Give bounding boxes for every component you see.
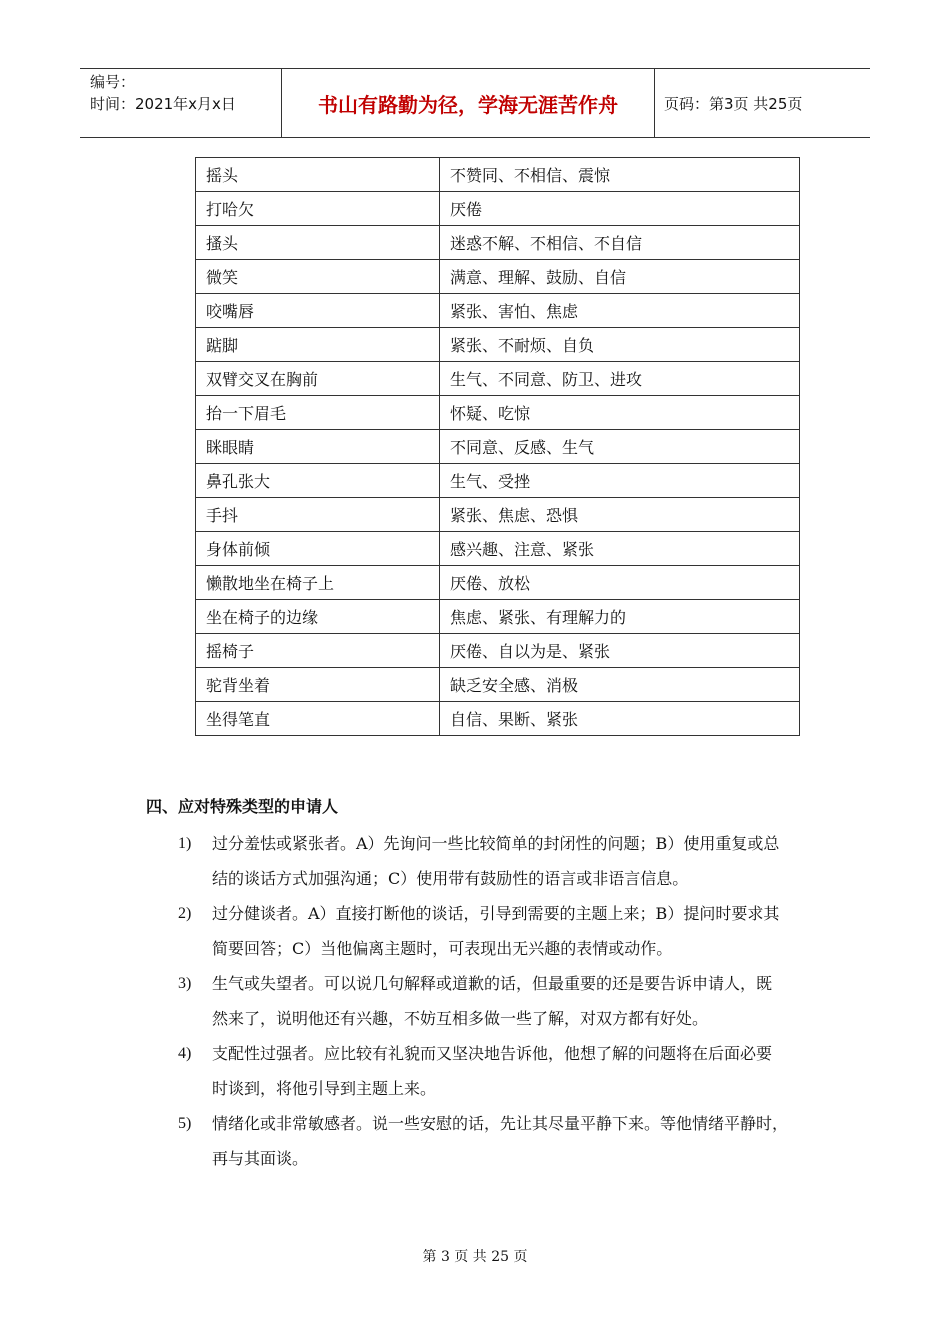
- gesture-cell: 微笑: [196, 260, 440, 294]
- item-number: 2): [178, 905, 192, 922]
- item-text: 过分健谈者。A）直接打断他的谈话，引导到需要的主题上来；B）提问时要求其: [212, 904, 780, 923]
- number-label: 编号：: [90, 73, 136, 91]
- table-row: [196, 294, 800, 328]
- table-row: [196, 396, 800, 430]
- meaning-cell: 满意、理解、鼓励、自信: [440, 260, 800, 294]
- table-row: [196, 600, 800, 634]
- list-item: [178, 896, 818, 966]
- list-item: [178, 966, 818, 1036]
- gesture-cell: 抬一下眉毛: [196, 396, 440, 430]
- meaning-cell: 迷惑不解、不相信、不自信: [440, 226, 800, 260]
- gesture-cell: 懒散地坐在椅子上: [196, 566, 440, 600]
- gesture-cell: 踮脚: [196, 328, 440, 362]
- meaning-cell: 生气、受挫: [440, 464, 800, 498]
- meaning-cell: 紧张、害怕、焦虑: [440, 294, 800, 328]
- table-row: [196, 498, 800, 532]
- table-row: [196, 226, 800, 260]
- gesture-cell: 打哈欠: [196, 192, 440, 226]
- meaning-cell: 缺乏安全感、消极: [440, 668, 800, 702]
- item-number: 5): [178, 1115, 192, 1132]
- meaning-cell: 紧张、焦虑、恐惧: [440, 498, 800, 532]
- table-row: [196, 328, 800, 362]
- table-row: [196, 634, 800, 668]
- item-text: 过分羞怯或紧张者。A）先询问一些比较简单的封闭性的问题；B）使用重复或总: [212, 834, 780, 853]
- item-number: 3): [178, 975, 192, 992]
- meaning-cell: 不赞同、不相信、震惊: [440, 158, 800, 192]
- item-number: 1): [178, 835, 192, 852]
- item-text: 生气或失望者。可以说几句解释或道歉的话，但最重要的还是要告诉申请人，既: [212, 974, 773, 993]
- meaning-cell: 怀疑、吃惊: [440, 396, 800, 430]
- item-text: 情绪化或非常敏感者。说一些安慰的话，先让其尽量平静下来。等他情绪平静时，: [212, 1114, 789, 1133]
- gesture-cell: 双臂交叉在胸前: [196, 362, 440, 396]
- item-text: 支配性过强者。应比较有礼貌而又坚决地告诉他，他想了解的问题将在后面必要: [212, 1044, 773, 1063]
- gesture-cell: 驼背坐着: [196, 668, 440, 702]
- page-footer: 第 3 页 共 25 页: [422, 1249, 528, 1265]
- item-list: [178, 826, 818, 1176]
- gesture-cell: 坐得笔直: [196, 702, 440, 736]
- meaning-cell: 厌倦、放松: [440, 566, 800, 600]
- gesture-cell: 手抖: [196, 498, 440, 532]
- gesture-cell: 搔头: [196, 226, 440, 260]
- meaning-cell: 生气、不同意、防卫、进攻: [440, 362, 800, 396]
- list-item: [178, 826, 818, 896]
- list-item: [178, 1106, 818, 1176]
- meaning-cell: 紧张、不耐烦、自负: [440, 328, 800, 362]
- meaning-cell: 厌倦、自以为是、紧张: [440, 634, 800, 668]
- gesture-cell: 鼻孔张大: [196, 464, 440, 498]
- page-header: [80, 68, 870, 138]
- item-text-continued: 时谈到，将他引导到主题上来。: [212, 1079, 437, 1098]
- meaning-cell: 厌倦: [440, 192, 800, 226]
- table-row: [196, 464, 800, 498]
- gesture-cell: 摇椅子: [196, 634, 440, 668]
- item-text-continued: 再与其面谈。: [212, 1149, 309, 1168]
- item-text-continued: 结的谈话方式加强沟通；C）使用带有鼓励性的语言或非语言信息。: [212, 869, 689, 888]
- table-row: [196, 192, 800, 226]
- section-title: 四、应对特殊类型的申请人: [146, 797, 339, 816]
- table-row: [196, 702, 800, 736]
- list-item: [178, 1036, 818, 1106]
- table-row: [196, 430, 800, 464]
- motto: 书山有路勤为径，学海无涯苦作舟: [281, 69, 655, 137]
- gesture-cell: 咬嘴唇: [196, 294, 440, 328]
- gesture-cell: 身体前倾: [196, 532, 440, 566]
- table-row: [196, 362, 800, 396]
- item-text-continued: 简要回答；C）当他偏离主题时，可表现出无兴趣的表情或动作。: [212, 939, 673, 958]
- gesture-cell: 坐在椅子的边缘: [196, 600, 440, 634]
- table-row: [196, 532, 800, 566]
- meaning-cell: 不同意、反感、生气: [440, 430, 800, 464]
- item-number: 4): [178, 1045, 192, 1062]
- meaning-cell: 感兴趣、注意、紧张: [440, 532, 800, 566]
- header-meta: [80, 69, 280, 137]
- table-row: [196, 566, 800, 600]
- table-row: [196, 260, 800, 294]
- gesture-cell: 摇头: [196, 158, 440, 192]
- table-row: [196, 158, 800, 192]
- item-text-continued: 然来了，说明他还有兴趣，不妨互相多做一些了解，对双方都有好处。: [212, 1009, 709, 1028]
- gesture-cell: 眯眼睛: [196, 430, 440, 464]
- time-label: 时间：2021年x月x日: [90, 95, 236, 113]
- gesture-table: [195, 157, 800, 736]
- table-row: [196, 668, 800, 702]
- meaning-cell: 自信、果断、紧张: [440, 702, 800, 736]
- page-info: 页码：第3页 共25页: [664, 94, 803, 113]
- meaning-cell: 焦虑、紧张、有理解力的: [440, 600, 800, 634]
